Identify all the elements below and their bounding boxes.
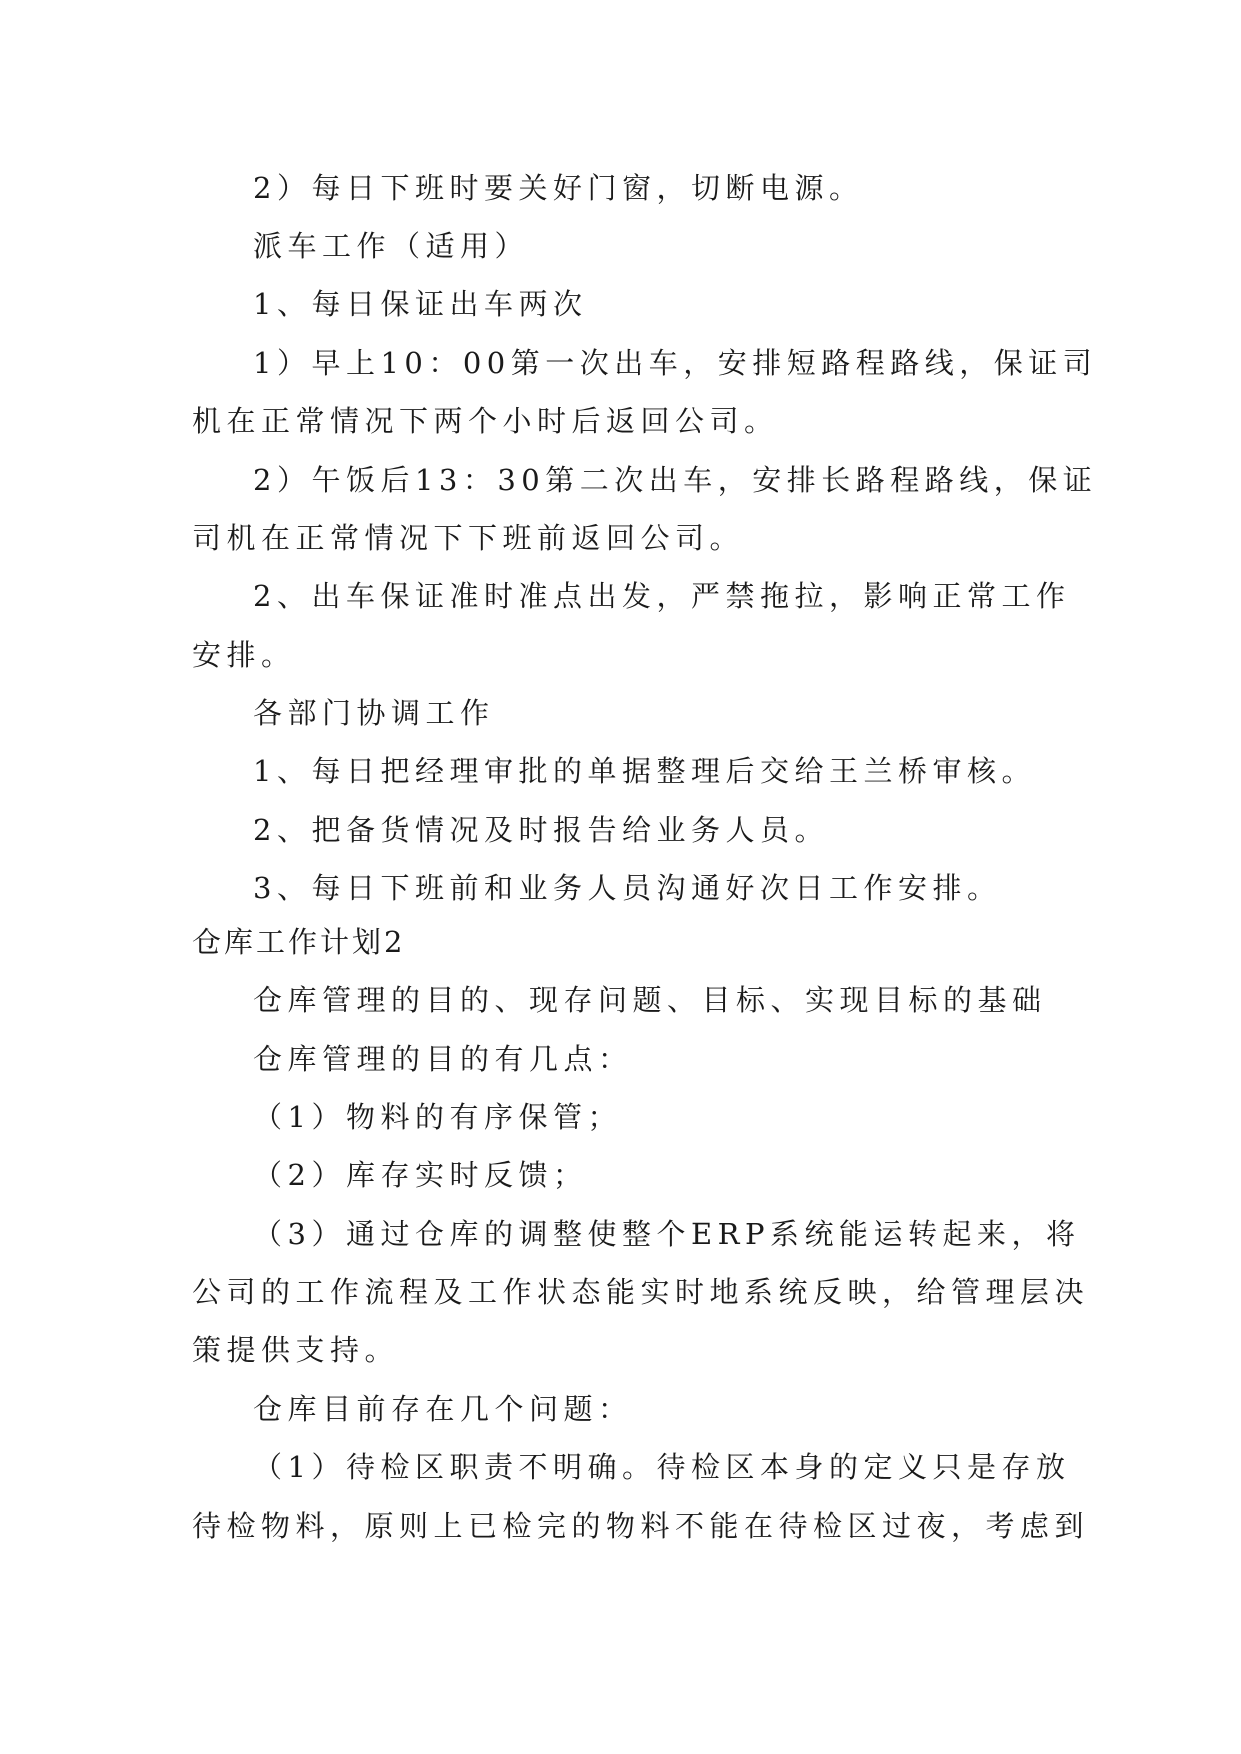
- paragraph-line: 3、每日下班前和业务人员沟通好次日工作安排。: [253, 871, 1002, 905]
- paragraph-line: （1）物料的有序保管；: [253, 1100, 622, 1134]
- paragraph-line: 2）午饭后13：30第二次出车，安排长路程路线，保证: [253, 463, 1098, 497]
- paragraph-line: 安排。: [192, 638, 296, 672]
- paragraph-line: （2）库存实时反馈；: [253, 1158, 588, 1192]
- paragraph-line: （3）通过仓库的调整使整个ERP系统能运转起来，将: [253, 1217, 1081, 1251]
- paragraph-line: 策提供支持。: [192, 1333, 400, 1367]
- paragraph-line: 2、出车保证准时准点出发，严禁拖拉，影响正常工作: [253, 579, 1071, 613]
- paragraph-line: 2、把备货情况及时报告给业务人员。: [253, 813, 829, 847]
- paragraph-line: （1）待检区职责不明确。待检区本身的定义只是存放: [253, 1450, 1071, 1484]
- paragraph-line: 公司的工作流程及工作状态能实时地系统反映，给管理层决: [192, 1275, 1090, 1309]
- section-heading: 派车工作（适用）: [253, 229, 530, 263]
- paragraph-line: 待检物料，原则上已检完的物料不能在待检区过夜，考虑到: [192, 1509, 1090, 1543]
- paragraph-line: 1）早上10：00第一次出车，安排短路程路线，保证司: [253, 346, 1098, 380]
- paragraph-line: 1、每日保证出车两次: [253, 287, 588, 321]
- paragraph-line: 仓库管理的目的有几点：: [253, 1042, 633, 1076]
- section-heading: 各部门协调工作: [253, 696, 495, 730]
- paragraph-line: 1、每日把经理审批的单据整理后交给王兰桥审核。: [253, 754, 1036, 788]
- paragraph-line: 2）每日下班时要关好门窗，切断电源。: [253, 171, 864, 205]
- paragraph-line: 仓库目前存在几个问题：: [253, 1392, 633, 1426]
- document-title: 仓库工作计划2: [192, 925, 406, 959]
- paragraph-line: 机在正常情况下两个小时后返回公司。: [192, 404, 779, 438]
- paragraph-line: 仓库管理的目的、现存问题、目标、实现目标的基础: [253, 983, 1047, 1017]
- paragraph-line: 司机在正常情况下下班前返回公司。: [192, 521, 745, 555]
